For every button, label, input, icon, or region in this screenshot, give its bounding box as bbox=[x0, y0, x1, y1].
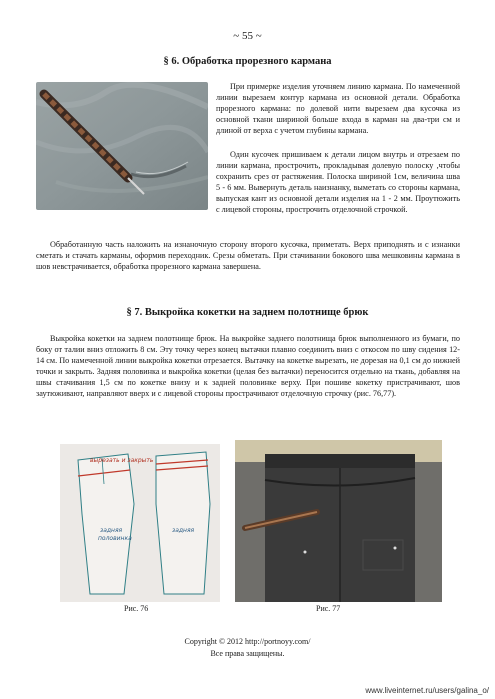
pattern-note-back-2: задняя bbox=[172, 527, 195, 534]
section7-heading: § 7. Выкройка кокетки на заднем полотнище брюк bbox=[126, 307, 369, 318]
watermark-url: www.liveinternet.ru/users/galina_o/ bbox=[365, 686, 489, 695]
pattern-note-cut: вырезать и закрыть bbox=[90, 457, 154, 464]
section6-heading: § 6. Обработка прорезного кармана bbox=[163, 56, 332, 67]
figure-77-caption: Рис. 77 bbox=[316, 604, 341, 613]
pattern-drawing bbox=[60, 444, 220, 602]
figure-76-pattern bbox=[60, 444, 220, 602]
pattern-note-back: задняя bbox=[100, 527, 123, 534]
page-number: ~ 55 ~ bbox=[233, 30, 262, 42]
trousers-photo bbox=[235, 440, 442, 602]
section6-heading-wrap bbox=[0, 56, 495, 67]
footer-rights: Все права защищены. bbox=[210, 649, 285, 658]
section6-para2: Один кусочек пришиваем к детали лицом внутрь и отрезаем по линии кармана, прострочить, прокладывая долевую полоску ,чтобы сохранить срез от растяжения. Полоска шириной 1см, величина шва 5 - 6 мм. Вывернуть деталь наизнанку, выметать со стороны кармана, выпуская кант из основной детали изделия на 1 - 2 мм. Проутюжить с лицевой стороны, прострочить отделочной строчкой. bbox=[216, 150, 460, 214]
section7-para: Выкройка кокетки на заднем полотнище брюк. На выкройке заднего полотнища брюк выполненного из бумаги, по боку от талии вниз отложить 8 см. Эту точку через конец вытачки плавно соединить вниз с откосом по шву сидения 12-14 см. По намеченной линии выкройка кокетки отрезается. Вытачку на кокетке вырезать, не дорезая на 0,1 см до нижней точки и закрыть. Задняя половинка и выкройка кокетки (целая без вытачки) переносится отдельно на ткань, добавляя на швы стачивания 1,5 см по кокетке внизу и к задней половинке верху. При пошиве кокетку пристрачивают, шов заутюживают, направляют вверх и с лицевой стороны прострачивают отделочную строчку (рис. 76,77). bbox=[36, 334, 460, 398]
section6-para1: При примерке изделия уточняем линию кармана. По намеченной линии вырезаем контур кармана из основной детали. Обработка прорезного кармана: по долевой нити вырезаем два кусочка из основной ткани шириной больше входа в карман на два-три см и длиной от верха с учетом глубины кармана. bbox=[216, 82, 460, 135]
pattern-note-half: половинка bbox=[98, 535, 132, 542]
figure-76-caption: Рис. 76 bbox=[124, 604, 149, 613]
section6-para3: Обработанную часть наложить на изнаночную сторону второго кусочка, приметать. Верх приподнять и с изнанки сметать и стачать карманы, оформив переходник. Срезы обметать. При стачивании бокового шва мешковины кармана в шов невстрачивается, обработка прорезного кармана завершена. bbox=[36, 240, 460, 271]
section7-heading-wrap bbox=[0, 307, 495, 318]
pocket-photo bbox=[36, 82, 208, 210]
pocket-photo-illustration bbox=[36, 82, 208, 210]
figure-77-trousers bbox=[235, 440, 442, 602]
footer-copyright: Copyright © 2012 http://portnoyy.com/ bbox=[184, 637, 311, 646]
